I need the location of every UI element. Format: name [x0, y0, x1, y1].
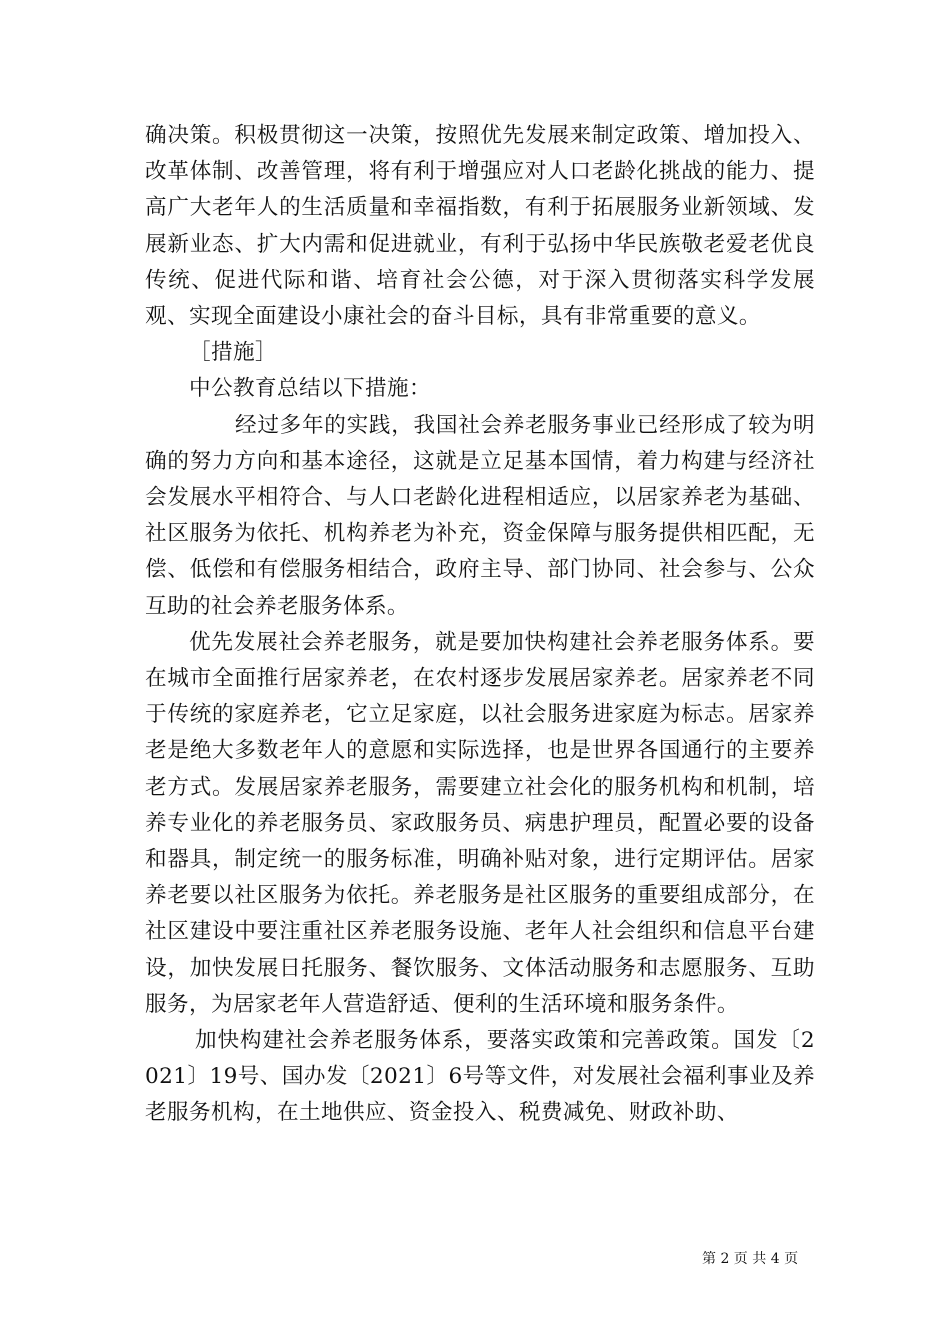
section-heading-measures: ［措施］	[189, 340, 277, 366]
page-number: 第 2 页 共 4 页	[702, 1251, 799, 1267]
document-body	[145, 118, 815, 1132]
paragraph-practice: 经过多年的实践，我国社会养老服务事业已经形成了较为明确的努力方向和基本途径，这就是立足基本国情，着力构建与经济社会发展水平相符合、与人口老龄化进程相适应，以居家养老为基础、社区服务为依托、机构养老为补充，资金保障与服务提供相匹配，无偿、低偿和有偿服务相结合，政府主导、部门协同、社会参与、公众互助的社会养老服务体系。	[145, 412, 815, 619]
paragraph-home-care: 优先发展社会养老服务，就是要加快构建社会养老服务体系。要在城市全面推行居家养老，在农村逐步发展居家养老。居家养老不同于传统的家庭养老，它立足家庭，以社会服务进家庭为标志。居家养老是绝大多数老年人的意愿和实际选择，也是世界各国通行的主要养老方式。发展居家养老服务，需要建立社会化的服务机构和机制，培养专业化的养老服务员、家政服务员、病患护理员，配置必要的设备和器具，制定统一的服务标准，明确补贴对象，进行定期评估。居家养老要以社区服务为依托。养老服务是社区服务的重要组成部分，在社区建设中要注重社区养老服务设施、老年人社会组织和信息平台建设，加快发展日托服务、餐饮服务、文体活动服务和志愿服务、互助服务，为居家老年人营造舒适、便利的生活环境和服务条件。	[145, 629, 815, 1017]
paragraph-intro: 中公教育总结以下措施：	[189, 376, 431, 402]
paragraph-policy: 加快构建社会养老服务体系，要落实政策和完善政策。国发〔2021〕19号、国办发〔2021〕6号等文件，对发展社会福利事业及养老服务机构，在土地供应、资金投入、税费减免、财政补助、	[145, 1028, 815, 1126]
paragraph-significance: 确决策。积极贯彻这一决策，按照优先发展来制定政策、增加投入、改革体制、改善管理，将有利于增强应对人口老龄化挑战的能力、提高广大老年人的生活质量和幸福指数，有利于拓展服务业新领域、发展新业态、扩大内需和促进就业，有利于弘扬中华民族敬老爱老优良传统、促进代际和谐、培育社会公德，对于深入贯彻落实科学发展观、实现全面建设小康社会的奋斗目标，具有非常重要的意义。	[145, 123, 815, 330]
